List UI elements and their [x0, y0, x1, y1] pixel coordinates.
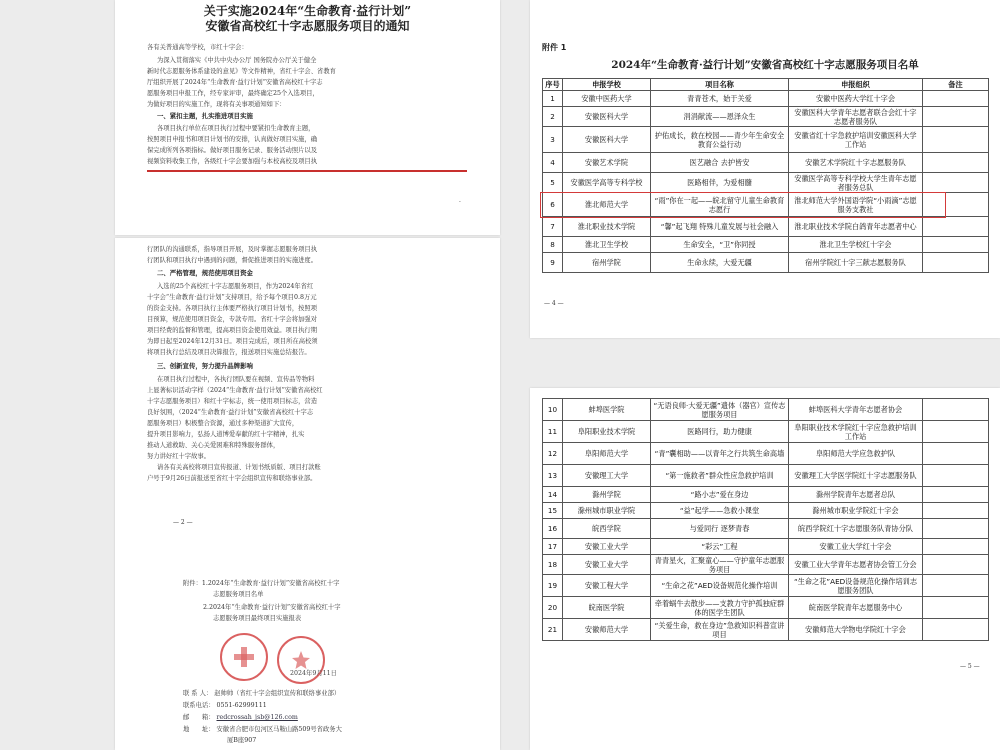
section2-line-1: 十字会“生命教育·益行计划”支持项目，给予每个项目0.8万元 [147, 294, 317, 301]
cell-index: 6 [543, 193, 563, 217]
cell-project: “青”囊相助——以青年之行共筑生命高墙 [651, 443, 789, 465]
cell-project: 与爱同行 逐梦青春 [651, 519, 789, 539]
cell-school: 淮北卫生学校 [563, 237, 651, 253]
cell-project: 生命安全，“卫”你同授 [651, 237, 789, 253]
contact-address-line1: 安徽省合肥市包河区马鞍山路509号省政务大 [216, 726, 342, 733]
red-cross-icon [231, 644, 257, 670]
intro-line-4: 为做好项目的实施工作，现将有关事项通知如下： [147, 101, 286, 108]
section3-line-5: 提升项目影响力，弘扬人道博爱奉献的红十字精神，扎实 [147, 431, 305, 438]
section2-line-3: 目预算，规范使用项目资金，专款专用。省红十字会将加强对 [147, 316, 318, 323]
contact-phone-label: 联系电话： [183, 702, 215, 709]
cell-remark [923, 421, 989, 443]
cell-school: 安徽工程大学 [563, 575, 651, 597]
project-table-2 [542, 398, 989, 641]
cell-remark [923, 555, 989, 575]
notice-page-1 [115, 0, 500, 235]
page-number-4: — 4 — [544, 300, 564, 307]
notice-title-line1: 关于实施2024年“生命教育·益行计划” [203, 4, 412, 18]
cell-index: 16 [543, 519, 563, 539]
attachment-page-5 [530, 388, 1000, 750]
cell-remark [923, 575, 989, 597]
cell-remark [923, 487, 989, 503]
issue-date: 2024年9月11日 [290, 670, 337, 677]
cell-school: 安徽医科大学 [563, 127, 651, 153]
attachment-label: 附件 1 [542, 43, 567, 52]
cell-school: 安徽师范大学 [563, 619, 651, 641]
cell-remark [923, 503, 989, 519]
cell-index: 5 [543, 173, 563, 193]
table-row [543, 487, 989, 503]
cell-index: 7 [543, 217, 563, 237]
cell-project: “第一施救者”群众性应急救护培训 [651, 465, 789, 487]
attachment-line-1: 志愿服务项目名单 [213, 591, 264, 598]
section1-heading: 一、紧扣主题，扎实推进项目实施 [157, 112, 253, 120]
attachment-line-3: 志愿服务项目最终项目实施报表 [213, 615, 302, 622]
cell-index: 20 [543, 597, 563, 619]
cell-project: 医艺融合 去护皆安 [651, 153, 789, 173]
col-header-school: 申报学校 [563, 79, 651, 91]
page-number-2: — 2 — [173, 519, 193, 526]
red-cross-seal [220, 633, 268, 681]
cell-project: “无语良师·大爱无疆”遗体（器官）宣传志愿服务项目 [651, 399, 789, 421]
cell-org: 安徽艺术学院红十字志愿服务队 [789, 153, 923, 173]
cell-index: 15 [543, 503, 563, 519]
cell-school: 安徽工业大学 [563, 539, 651, 555]
cell-remark [923, 107, 989, 127]
cell-project: 牵着蜗牛去散步——支教力守护孤独症群体的医学生团队 [651, 597, 789, 619]
cell-index: 21 [543, 619, 563, 641]
highlight-underline [147, 170, 467, 172]
cell-remark [923, 465, 989, 487]
table-row [543, 539, 989, 555]
cell-org: 安徽理工大学医学院红十字志愿服务队 [789, 465, 923, 487]
cell-remark [923, 253, 989, 273]
table-header-row [543, 79, 989, 91]
attachment-line-0: 附件：1.2024年“生命教育·益行计划”安徽省高校红十字 [183, 580, 340, 587]
section3-line-2: 十字志愿服务项目）和红十字标志，统一使用项目标志，营造 [147, 398, 318, 405]
cell-project: 医路同行，助力健康 [651, 421, 789, 443]
cell-school: 安徽工业大学 [563, 555, 651, 575]
cell-project: “关爱生命，救在身边”急救知识科普宣讲项目 [651, 619, 789, 641]
cell-school: 滁州学院 [563, 487, 651, 503]
intro-line-1: 新时代志愿服务体系建设的意见》等文件精神，省红十字会、省教育 [147, 68, 336, 75]
cell-org: 宿州学院红十字三献志愿服务队 [789, 253, 923, 273]
cell-org: 淮北师范大学外国语学院“小雨滴”志愿服务支教社 [789, 193, 923, 217]
attachment-page-4 [530, 0, 1000, 338]
cell-school: 滁州城市职业学院 [563, 503, 651, 519]
cell-index: 19 [543, 575, 563, 597]
cell-school: 皖西学院 [563, 519, 651, 539]
cell-project: 护佑成长，救在校园——青少年生命安全教育公益行动 [651, 127, 789, 153]
section3-heading: 三、创新宣传，努力提升品牌影响 [157, 362, 253, 370]
cell-remark [923, 443, 989, 465]
cell-school: 淮北职业技术学院 [563, 217, 651, 237]
cell-remark [923, 399, 989, 421]
cell-index: 14 [543, 487, 563, 503]
cell-school: 安徽医学高等专科学校 [563, 173, 651, 193]
cell-org: 滁州城市职业学院红十字会 [789, 503, 923, 519]
cell-org: 阜阳职业技术学院红十字应急救护培训工作站 [789, 421, 923, 443]
section1-line-2: 保完成所列各项指标。做好项目服务记录、服务活动照片以及 [147, 147, 318, 154]
contact-person: 赵帅帅（省红十字会组织宣传和联络事业部） [214, 690, 341, 697]
section1-line-0: 各项目执行单位在项目执行过程中要紧扣生命教育主题， [157, 125, 315, 132]
cell-index: 12 [543, 443, 563, 465]
cell-remark [923, 237, 989, 253]
cell-org: 安徽医科大学青年志愿者联合会红十字志愿者服务队 [789, 107, 923, 127]
contact-email-label: 邮 箱： [183, 714, 215, 721]
cell-school: 阜阳职业技术学院 [563, 421, 651, 443]
section3-line-1: 上显著标识活动字样（2024“生命教育·益行计划”安徽省高校红 [147, 387, 323, 394]
highlight-box [540, 192, 946, 218]
section1-line-1: 按照项目申报书和项目计划书的安排，认真做好项目实施，确 [147, 136, 318, 143]
cell-org: 安徽工业大学青年志愿者协会管工分会 [789, 555, 923, 575]
cell-org: 安徽中医药大学红十字会 [789, 91, 923, 107]
table-row [543, 519, 989, 539]
section2-line-6: 将项目执行总结及项目决算报告，报送项目实施总结报告。 [147, 349, 311, 356]
table-row [543, 107, 989, 127]
notice-title-line2: 安徽省高校红十字志愿服务项目的通知 [205, 19, 410, 33]
cell-remark [923, 91, 989, 107]
attachment-line-2: 2.2024年“生命教育·益行计划”安徽省高校红十字 [203, 604, 341, 611]
table-row [543, 465, 989, 487]
project-table-1 [542, 78, 989, 273]
cell-org: 淮北卫生学校红十字会 [789, 237, 923, 253]
cell-project: “彩云”工程 [651, 539, 789, 555]
table-row [543, 217, 989, 237]
table-row [543, 597, 989, 619]
attachment-title: 2024年“生命教育·益行计划”安徽省高校红十字志愿服务项目名单 [611, 59, 919, 71]
table-row [543, 153, 989, 173]
cell-school: 安徽理工大学 [563, 465, 651, 487]
table-body-2 [543, 399, 989, 641]
cell-project: 青青苍术，始于关爱 [651, 91, 789, 107]
contact-address-label: 地 址： [183, 726, 215, 733]
cell-index: 17 [543, 539, 563, 555]
cell-index: 4 [543, 153, 563, 173]
cell-remark [923, 539, 989, 555]
table-body-1 [543, 91, 989, 273]
col-header-remark: 备注 [923, 79, 989, 91]
cell-org: 安徽工业大学红十字会 [789, 539, 923, 555]
notice-page-2 [115, 238, 500, 750]
cell-school: 安徽中医药大学 [563, 91, 651, 107]
cell-index: 13 [543, 465, 563, 487]
cell-org: 阜阳师范大学应急救护队 [789, 443, 923, 465]
contact-phone: 0551-62999111 [216, 702, 267, 709]
cell-org: 滁州学院青年志愿者总队 [789, 487, 923, 503]
cell-remark [923, 173, 989, 193]
cell-remark [923, 519, 989, 539]
cell-org: 安徽省红十字急救护培训安徽医科大学工作站 [789, 127, 923, 153]
cell-project: 医路相伴，为爱相髓 [651, 173, 789, 193]
table-row [543, 555, 989, 575]
section3-line-0: 在项目执行过程中，各执行团队要在视频、宣传品等物料 [157, 376, 315, 383]
section2-heading: 二、严格管理，规范使用项目资金 [157, 269, 253, 277]
cell-index: 1 [543, 91, 563, 107]
cell-index: 9 [543, 253, 563, 273]
cell-org: 皖西学院红十字志愿服务队青协分队 [789, 519, 923, 539]
section3-line-6: 推动人道救助、关心关爱困难和特殊服务群体， [147, 442, 280, 449]
section3-line-8: 请各有关高校将项目宣传报道、计划书纸质版、项目打款账 [157, 464, 321, 471]
contact-person-label: 联 系 人： [183, 690, 213, 697]
page-marker: · [459, 199, 461, 206]
table-row [543, 575, 989, 597]
table-row [543, 253, 989, 273]
cell-org: 蚌埠医科大学青年志愿者协会 [789, 399, 923, 421]
cell-school: 阜阳师范大学 [563, 443, 651, 465]
cell-org: 安徽师范大学物电学院红十字会 [789, 619, 923, 641]
intro-line-2: 厅组织开展了2024年“生命教育·益行计划”安徽省高校红十字志 [147, 79, 323, 86]
table-row [543, 127, 989, 153]
section3-line-3: 良好氛围，（2024“生命教育·益行计划”安徽省高校红十字志 [147, 409, 314, 416]
table-row [543, 443, 989, 465]
cell-school: 皖南医学院 [563, 597, 651, 619]
cell-school: 安徽艺术学院 [563, 153, 651, 173]
section2-line-5: 为即日起至2024年12月31日。项目完成后，项目所在高校须 [147, 338, 318, 345]
cell-index: 2 [543, 107, 563, 127]
cell-school: 淮北师范大学 [563, 193, 651, 217]
table-row [543, 503, 989, 519]
cell-org: 皖南医学院青年志愿服务中心 [789, 597, 923, 619]
cell-org: “生命之花”AED设备规范化操作培训志愿服务团队 [789, 575, 923, 597]
cell-project: “益”起学——急救小课堂 [651, 503, 789, 519]
section3-line-7: 努力讲好红十字故事。 [147, 453, 210, 460]
table-row [543, 91, 989, 107]
page2-intro-0: 行团队的沟通联系，指导项目开展，及时掌握志愿服务项目执 [147, 246, 318, 253]
table-row [543, 173, 989, 193]
cell-index: 8 [543, 237, 563, 253]
cell-remark [923, 619, 989, 641]
section2-line-4: 项目经费的监督和管理，提高项目资金使用效益。项目执行期 [147, 327, 318, 334]
cell-project: 青青星火，汇聚童心——守护童年志愿服务项目 [651, 555, 789, 575]
section3-line-4: 愿服务项目）积极整合资源，通过多种渠道扩大宣传， [147, 420, 299, 427]
cell-project: 生命永续，大爱无疆 [651, 253, 789, 273]
cell-project: “雨”你在一起——皖北留守儿童生命教育志愿行 [651, 193, 789, 217]
cell-remark [923, 217, 989, 237]
table-row [543, 237, 989, 253]
table-row [543, 619, 989, 641]
page2-intro-1: 行团队和项目执行中遇到的问题，督促推进项目的实施进度。 [147, 257, 318, 264]
section2-line-2: 的资金支持。各项目执行主体要严格执行项目计划书，按照项 [147, 305, 318, 312]
col-header-index: 序号 [543, 79, 563, 91]
cell-school: 蚌埠医学院 [563, 399, 651, 421]
cell-project: “生命之花”AED设备规范化操作培训 [651, 575, 789, 597]
contact-email[interactable]: redcrossah_jsb@126.com [216, 714, 298, 721]
section2-line-0: 入选的25个高校红十字志愿服务项目，作为2024年省红 [157, 283, 314, 290]
table-row [543, 399, 989, 421]
cell-index: 18 [543, 555, 563, 575]
section1-line-3: 视频资料收集工作，各级红十字会要加强与本校高校及项目执 [147, 158, 318, 165]
cell-index: 11 [543, 421, 563, 443]
cell-remark [923, 597, 989, 619]
cell-org: 淮北职业技术学院白鸽青年志愿者中心 [789, 217, 923, 237]
cell-remark [923, 153, 989, 173]
cell-index: 10 [543, 399, 563, 421]
cell-index: 3 [543, 127, 563, 153]
table-row [543, 421, 989, 443]
cell-project: 涓涓献流——恩泽众生 [651, 107, 789, 127]
section3-line-9: 户号于9月26日前报送至省红十字会组织宣传和联络事业部。 [147, 475, 317, 482]
intro-line-3: 愿服务项目申报工作，经专家评审，最终确定25个入选项目， [147, 90, 319, 97]
contact-address-line2: 厦B座907 [227, 737, 257, 744]
cell-project: “路小志”爱在身边 [651, 487, 789, 503]
notice-salutation: 各有关普通高等学校，市红十字会： [147, 44, 248, 51]
cell-project: “馨”起飞翔 特殊儿童发展与社会融入 [651, 217, 789, 237]
page-number-5: — 5 — [960, 663, 980, 670]
cell-school: 安徽医科大学 [563, 107, 651, 127]
col-header-project: 项目名称 [651, 79, 789, 91]
intro-line-0: 为深入贯彻落实《中共中央办公厅 国务院办公厅关于健全 [157, 57, 317, 64]
cell-org: 安徽医学高等专科学校大学生青年志愿者服务总队 [789, 173, 923, 193]
cell-remark [923, 127, 989, 153]
col-header-org: 申报组织 [789, 79, 923, 91]
cell-school: 宿州学院 [563, 253, 651, 273]
